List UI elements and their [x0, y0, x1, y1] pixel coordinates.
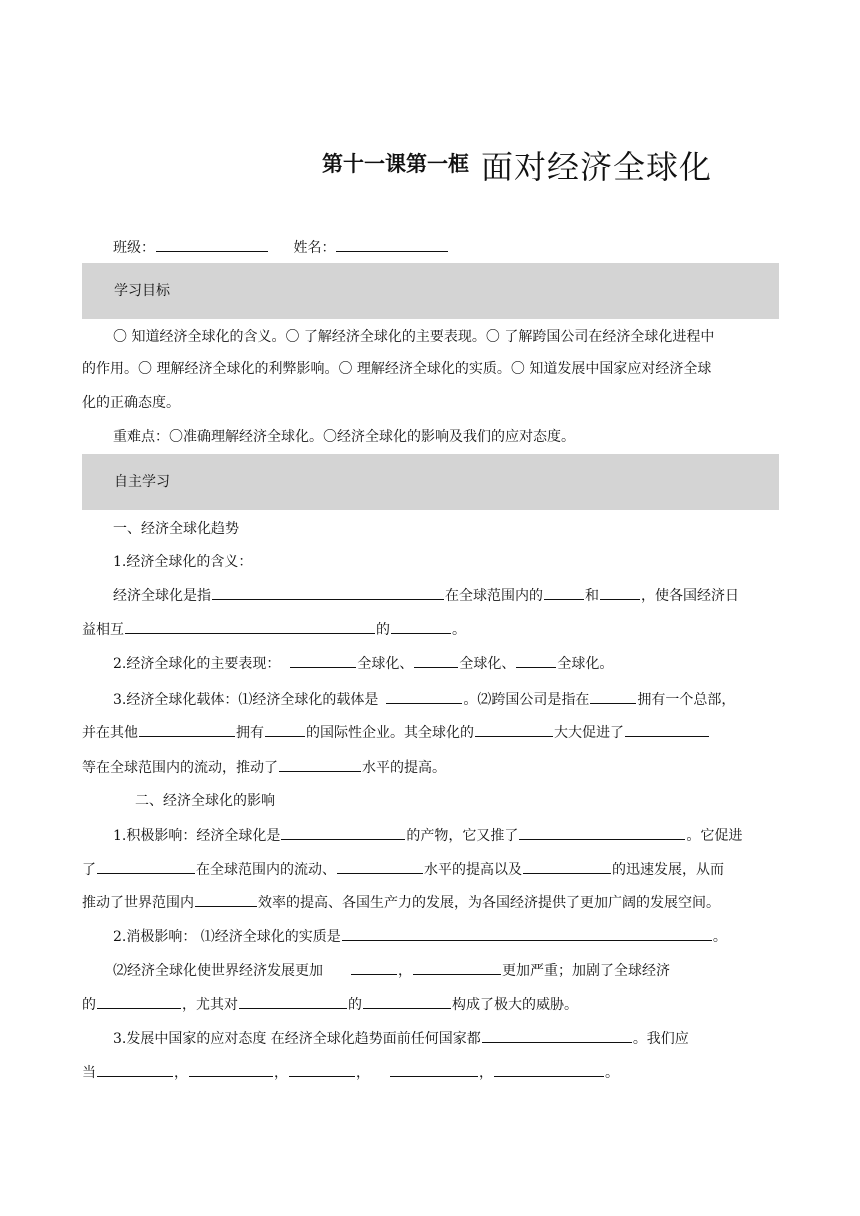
blank[interactable] [125, 618, 375, 634]
blank[interactable] [413, 959, 501, 975]
blank[interactable] [195, 891, 257, 907]
goals-line-1: 〇 知道经济全球化的含义。〇 了解经济全球化的主要表现。〇 了解跨国公司在经济全球化进程中 [113, 329, 715, 345]
p1-line-3: 推动了世界范围内 效率的提高、各国生产力的发展，为各国经济提供了更加广阔的发展空间。 [82, 891, 720, 914]
p2-line-3: 的 ，尤其对 的 构成了极大的威胁。 [82, 993, 578, 1016]
blank[interactable] [544, 584, 584, 600]
blank[interactable] [289, 1061, 355, 1077]
q3-line-1: 3.经济全球化载体：⑴经济全球化的载体是 。⑵跨国公司是指在 拥有一个总部， [113, 688, 735, 711]
blank[interactable] [290, 652, 356, 668]
goals-header-band [82, 263, 779, 319]
blank[interactable] [189, 1061, 273, 1077]
p2-line-1: 2.消极影响： ⑴经济全球化的实质是 。 [113, 925, 727, 948]
part1-heading: 一、经济全球化趋势 [113, 521, 239, 537]
part2-heading: 二、经济全球化的影响 [135, 793, 275, 809]
goals-line-2: 的作用。〇 理解经济全球化的利弊影响。〇 理解经济全球化的实质。〇 知道发展中国家应对经济全球 [82, 361, 712, 377]
blank[interactable] [342, 925, 712, 941]
name-blank[interactable] [336, 236, 448, 252]
blank[interactable] [97, 858, 195, 874]
blank[interactable] [519, 824, 685, 840]
blank[interactable] [625, 721, 709, 737]
p3-line-1: 3.发展中国家的应对态度 在经济全球化趋势面前任何国家都 。我们应 [113, 1027, 689, 1050]
q1-line-2: 益相互 的 。 [82, 618, 466, 641]
blank[interactable] [600, 584, 640, 600]
q1-line-1: 经济全球化是指 在全球范围内的 和 ，使各国经济日 [113, 584, 739, 607]
blank[interactable] [281, 824, 405, 840]
class-blank[interactable] [156, 236, 268, 252]
key-points: 重难点：〇准确理解经济全球化。〇经济全球化的影响及我们的应对态度。 [113, 429, 575, 445]
blank[interactable] [482, 1027, 632, 1043]
self-study-header: 自主学习 [114, 474, 170, 490]
goals-line-3: 化的正确态度。 [82, 395, 180, 411]
goals-header: 学习目标 [114, 283, 170, 299]
blank[interactable] [212, 584, 444, 600]
p1-line-1: 1.积极影响：经济全球化是 的产物，它又推了 。它促进 [113, 824, 742, 847]
title-main: 面对经济全球化 [481, 148, 713, 186]
blank[interactable] [523, 858, 611, 874]
blank[interactable] [390, 1061, 478, 1077]
blank[interactable] [97, 993, 181, 1009]
blank[interactable] [414, 652, 458, 668]
p1-line-2: 了 在全球范围内的流动、 水平的提高以及 的迅速发展，从而 [82, 858, 724, 881]
p3-line-2: 当 ， ， ， ， 。 [82, 1061, 619, 1084]
blank[interactable] [337, 858, 423, 874]
blank[interactable] [590, 688, 636, 704]
blank[interactable] [386, 688, 462, 704]
blank[interactable] [139, 721, 235, 737]
blank[interactable] [391, 618, 451, 634]
page-title [322, 142, 712, 188]
blank[interactable] [475, 721, 553, 737]
p2-line-2: ⑵经济全球化使世界经济发展更加 ， 更加严重；加剧了全球经济 [113, 959, 670, 982]
student-info-row [113, 236, 449, 259]
blank[interactable] [363, 993, 451, 1009]
blank[interactable] [239, 993, 347, 1009]
q1-title: 1.经济全球化的含义： [113, 554, 253, 570]
class-label: 班级： [113, 240, 155, 256]
blank[interactable] [279, 756, 361, 772]
blank[interactable] [516, 652, 556, 668]
name-label: 姓名： [293, 240, 336, 256]
q2-line: 2.经济全球化的主要表现： 全球化、 全球化、 全球化。 [113, 652, 613, 675]
blank[interactable] [97, 1061, 173, 1077]
blank[interactable] [351, 959, 397, 975]
self-study-header-band [82, 454, 779, 510]
q3-line-2: 并在其他 拥有 的国际性企业。其全球化的 大大促进了 [82, 721, 710, 744]
title-prefix: 第十一课第一框 [322, 152, 469, 176]
blank[interactable] [265, 721, 305, 737]
q3-line-3: 等在全球范围内的流动，推动了 水平的提高。 [82, 756, 446, 779]
blank[interactable] [494, 1061, 604, 1077]
